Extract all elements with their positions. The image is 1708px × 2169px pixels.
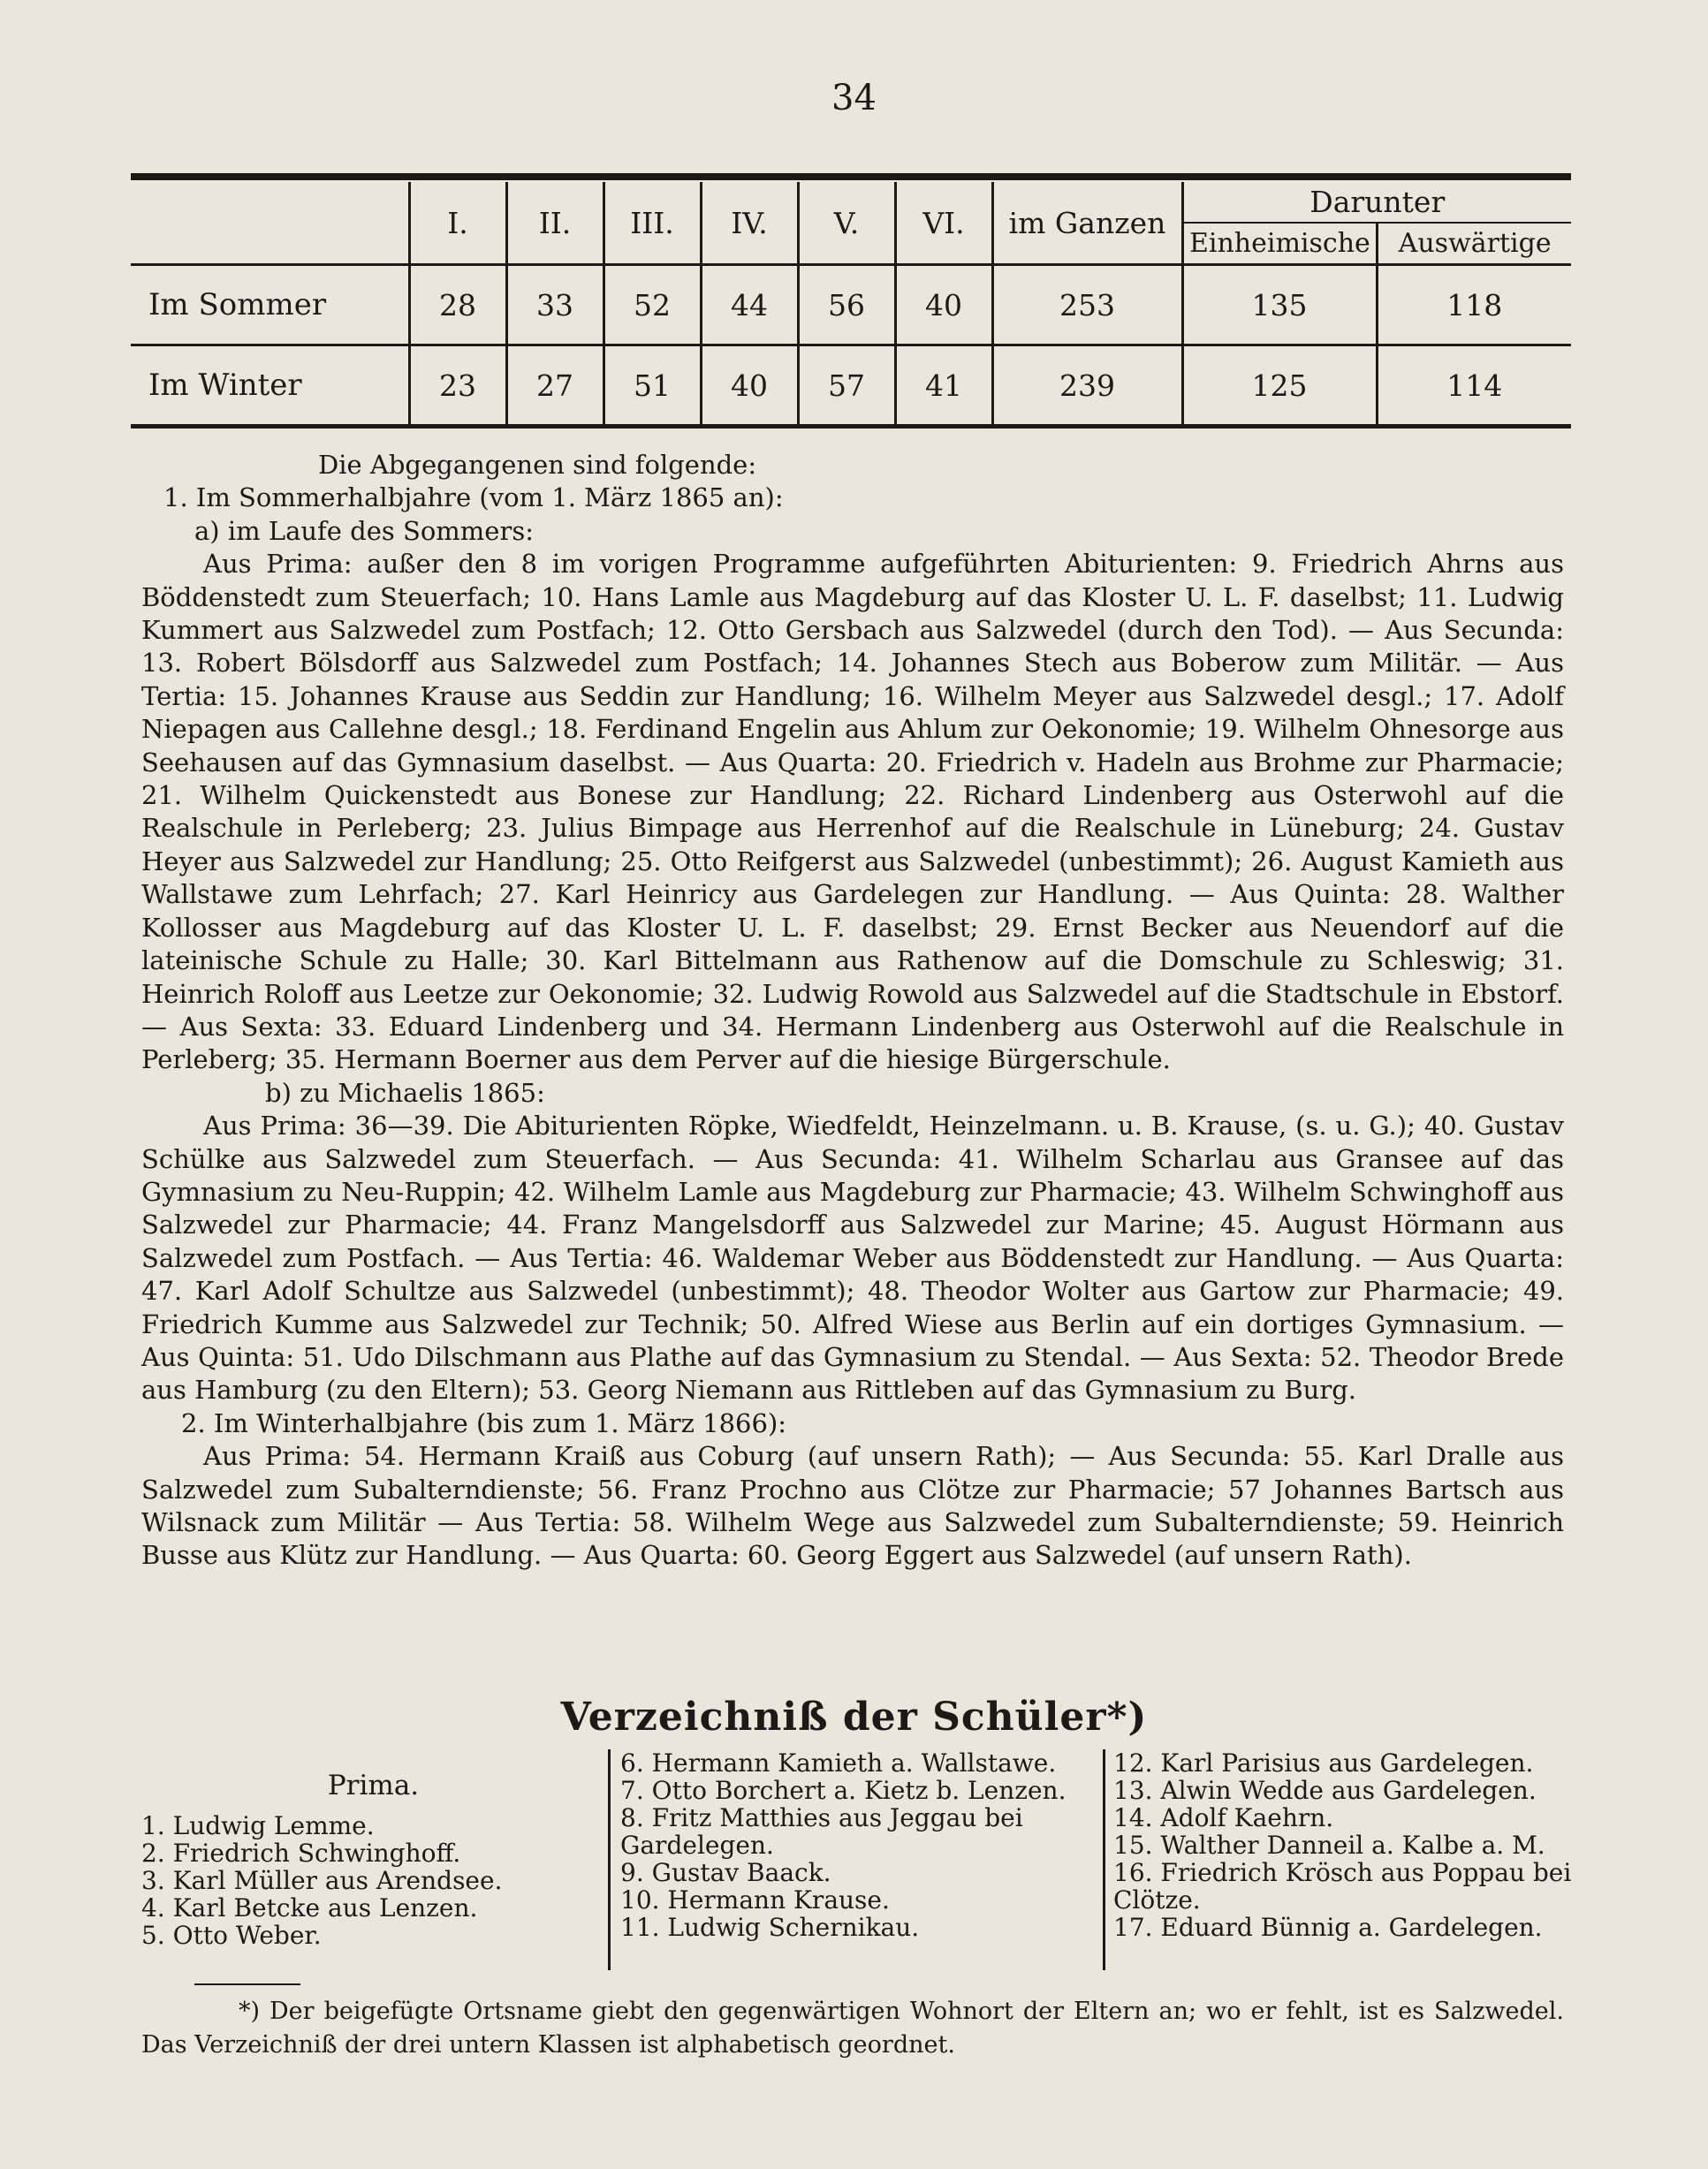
cell: 56	[798, 265, 895, 345]
intro-line: Die Abgegangenen sind folgende:	[318, 450, 757, 480]
list-item: 6. Hermann Kamieth a. Wallstawe.	[620, 1748, 1057, 1778]
column-divider	[1103, 1749, 1105, 1970]
statistics-table	[131, 182, 1571, 428]
cell: 253	[992, 265, 1182, 345]
top-rule	[131, 173, 1571, 180]
section-summer-heading: 1. Im Sommerhalbjahre (vom 1. März 1865 an):	[163, 482, 784, 513]
cell: 40	[895, 265, 992, 345]
cell: 51	[603, 345, 701, 427]
header-class-5: V.	[798, 182, 895, 265]
cell: 40	[701, 345, 798, 427]
student-column-3	[1113, 1749, 1590, 1941]
list-item: 14. Adolf Kaehrn.	[1113, 1803, 1334, 1832]
list-item: 5. Otto Weber.	[141, 1921, 322, 1950]
cell: 28	[409, 265, 506, 345]
footnote: *) Der beigefügte Ortsname giebt den gegenwärtigen Wohnort der Eltern an; wo er fehlt, ist es Salzwedel. Das Verzeichniß der drei untern Klassen ist alphabetisch geordnet.	[141, 1998, 1564, 2059]
cell: 135	[1182, 265, 1377, 345]
footnote-rule	[194, 1983, 300, 1985]
cell: 27	[506, 345, 603, 427]
column-title-prima: Prima.	[327, 1770, 420, 1801]
summer-departures-paragraph: Aus Prima: außer den 8 im vorigen Programme aufgeführten Abiturienten: 9. Friedrich Ahrns aus Böddenstedt zum Steuerfach; 10. Hans Lamle aus Magdeburg auf das Kloster U. L. F. daselbst; 11. Ludwig Kummert aus Salzwedel zum Postfach; 12. Otto Gersbach aus Salzwedel (durch den Tod). — Aus Secunda: 13. Robert Bölsdorff aus Salzwedel zum Postfach; 14. Johannes Stech aus Boberow zum Militär. — Aus Tertia: 15. Johannes Krause aus Seddin zur Handlung; 16. Wilhelm Meyer aus Salzwedel desgl.; 17. Adolf Niepagen aus Callehne desgl.; 18. Ferdinand Engelin aus Ahlum zur Oekonomie; 19. Wilhelm Ohnesorge aus Seehausen auf das Gymnasium daselbst. — Aus Quarta: 20. Friedrich v. Hadeln aus Brohme zur Pharmacie; 21. Wilhelm Quickenstedt aus Bonese zur Handlung; 22. Richard Lindenberg aus Osterwohl auf die Realschule in Perleberg; 23. Julius Bimpage aus Herrenhof auf die Realschule in Lüneburg; 24. Gustav Heyer aus Salzwedel zur Handlung; 25. Otto Reifgerst aus Salzwedel (unbestimmt); 26. August Kamieth aus Wallstawe zum Lehrfach; 27. Karl Heinricy aus Gardelegen zur Handlung. — Aus Quinta: 28. Walther Kollosser aus Magdeburg auf das Kloster U. L. F. daselbst; 29. Ernst Becker aus Neuendorf auf die lateinische Schule zu Halle; 30. Karl Bittelmann aus Rathenow auf die Domschule zu Schleswig; 31. Heinrich Roloff aus Leetze zur Oekonomie; 32. Ludwig Rowold aus Salzwedel auf die Stadtschule in Ebstorf. — Aus Sexta: 33. Eduard Lindenberg und 34. Hermann Lindenberg aus Osterwohl auf die Realschule in Perleberg; 35. Hermann Boerner aus dem Perver auf die hiesige Bürgerschule.	[141, 549, 1564, 1075]
student-list-heading: Verzeichniß der Schüler*)	[560, 1695, 1148, 1740]
table-row-summer	[131, 265, 1571, 345]
cell: 118	[1377, 265, 1571, 345]
list-item: 15. Walther Danneil a. Kalbe a. M.	[1113, 1831, 1545, 1860]
list-item: 17. Eduard Bünnig a. Gardelegen.	[1113, 1913, 1543, 1942]
list-item: 4. Karl Betcke aus Lenzen.	[141, 1893, 478, 1923]
header-auswaertige: Auswärtige	[1398, 228, 1552, 259]
cell: 33	[506, 265, 603, 345]
cell: 125	[1182, 345, 1377, 427]
list-item: 1. Ludwig Lemme.	[141, 1811, 375, 1840]
list-item: 16. Friedrich Krösch aus Poppau bei Clötze.	[1113, 1858, 1572, 1915]
list-item: 10. Hermann Krause.	[620, 1885, 890, 1915]
header-empty	[131, 182, 409, 265]
cell: 57	[798, 345, 895, 427]
header-darunter: Darunter	[1184, 182, 1572, 224]
section-winter-heading: 2. Im Winterhalbjahre (bis zum 1. März 1866):	[181, 1407, 787, 1438]
list-item: 12. Karl Parisius aus Gardelegen.	[1113, 1748, 1534, 1778]
header-class-2: II.	[506, 182, 603, 265]
winter-departures-paragraph: Aus Prima: 54. Hermann Kraiß aus Coburg (auf unsern Rath); — Aus Secunda: 55. Karl Dralle aus Salzwedel zum Subalterndienste; 56. Franz Prochno aus Clötze zur Pharmacie; 57 Johannes Bartsch aus Wilsnack zum Militär — Aus Tertia: 58. Wilhelm Wege aus Salzwedel zum Subalterndienste; 59. Heinrich Busse aus Klütz zur Handlung. — Aus Quarta: 60. Georg Eggert aus Salzwedel (auf unsern Rath).	[141, 1441, 1564, 1571]
cell: 44	[701, 265, 798, 345]
header-class-6: VI.	[895, 182, 992, 265]
table-row-winter	[131, 345, 1571, 427]
cell: 23	[409, 345, 506, 427]
header-class-4: IV.	[701, 182, 798, 265]
michaelis-departures-paragraph: Aus Prima: 36—39. Die Abiturienten Röpke, Wiedfeldt, Heinzelmann. u. B. Krause, (s. u. G.); 40. Gustav Schülke aus Salzwedel zum Steuerfach. — Aus Secunda: 41. Wilhelm Scharlau aus Gransee auf das Gymnasium zu Neu-Ruppin; 42. Wilhelm Lamle aus Magdeburg zur Pharmacie; 43. Wilhelm Schwinghoff aus Salzwedel zur Pharmacie; 44. Franz Mangelsdorff aus Salzwedel zur Marine; 45. August Hörmann aus Salzwedel zum Postfach. — Aus Tertia: 46. Waldemar Weber aus Böddenstedt zur Handlung. — Aus Quarta: 47. Karl Adolf Schultze aus Salzwedel (unbestimmt); 48. Theodor Wolter aus Gartow zur Pharmacie; 49. Friedrich Kumme aus Salzwedel zur Technik; 50. Alfred Wiese aus Berlin auf ein dortiges Gymnasium. — Aus Quinta: 51. Udo Dilschmann aus Plathe auf das Gymnasium zu Stendal. — Aus Sexta: 52. Theodor Brede aus Hamburg (zu den Eltern); 53. Georg Niemann aus Rittleben auf das Gymnasium zu Burg.	[141, 1111, 1564, 1406]
list-item: 9. Gustav Baack.	[620, 1858, 831, 1887]
student-column-2	[620, 1749, 1097, 1941]
column-divider	[608, 1749, 611, 1970]
cell: 114	[1377, 345, 1571, 427]
cell: 239	[992, 345, 1182, 427]
header-class-3: III.	[603, 182, 701, 265]
section-summer-sub-a: a) im Laufe des Sommers:	[194, 515, 534, 546]
cell: 41	[895, 345, 992, 427]
student-list	[141, 1749, 1590, 1975]
row-label: Im Winter	[131, 345, 409, 427]
list-item: 2. Friedrich Schwinghoff.	[141, 1839, 461, 1868]
page-number: 34	[831, 78, 877, 118]
header-einheimische: Einheimische	[1184, 224, 1379, 263]
departures-text	[141, 449, 1564, 1573]
list-item: 13. Alwin Wedde aus Gardelegen.	[1113, 1776, 1537, 1805]
list-item: 8. Fritz Matthies aus Jeggau bei Gardelegen.	[620, 1803, 1023, 1860]
section-summer-sub-b: b) zu Michaelis 1865:	[265, 1077, 545, 1108]
list-item: 11. Ludwig Schernikau.	[620, 1913, 920, 1942]
header-darunter-group	[1182, 182, 1571, 265]
cell: 52	[603, 265, 701, 345]
header-total: im Ganzen	[992, 182, 1182, 265]
student-column-prima	[141, 1749, 605, 1949]
header-class-1: I.	[409, 182, 506, 265]
row-label: Im Sommer	[131, 265, 409, 345]
list-item: 7. Otto Borchert a. Kietz b. Lenzen.	[620, 1776, 1067, 1805]
list-item: 3. Karl Müller aus Arendsee.	[141, 1866, 503, 1895]
